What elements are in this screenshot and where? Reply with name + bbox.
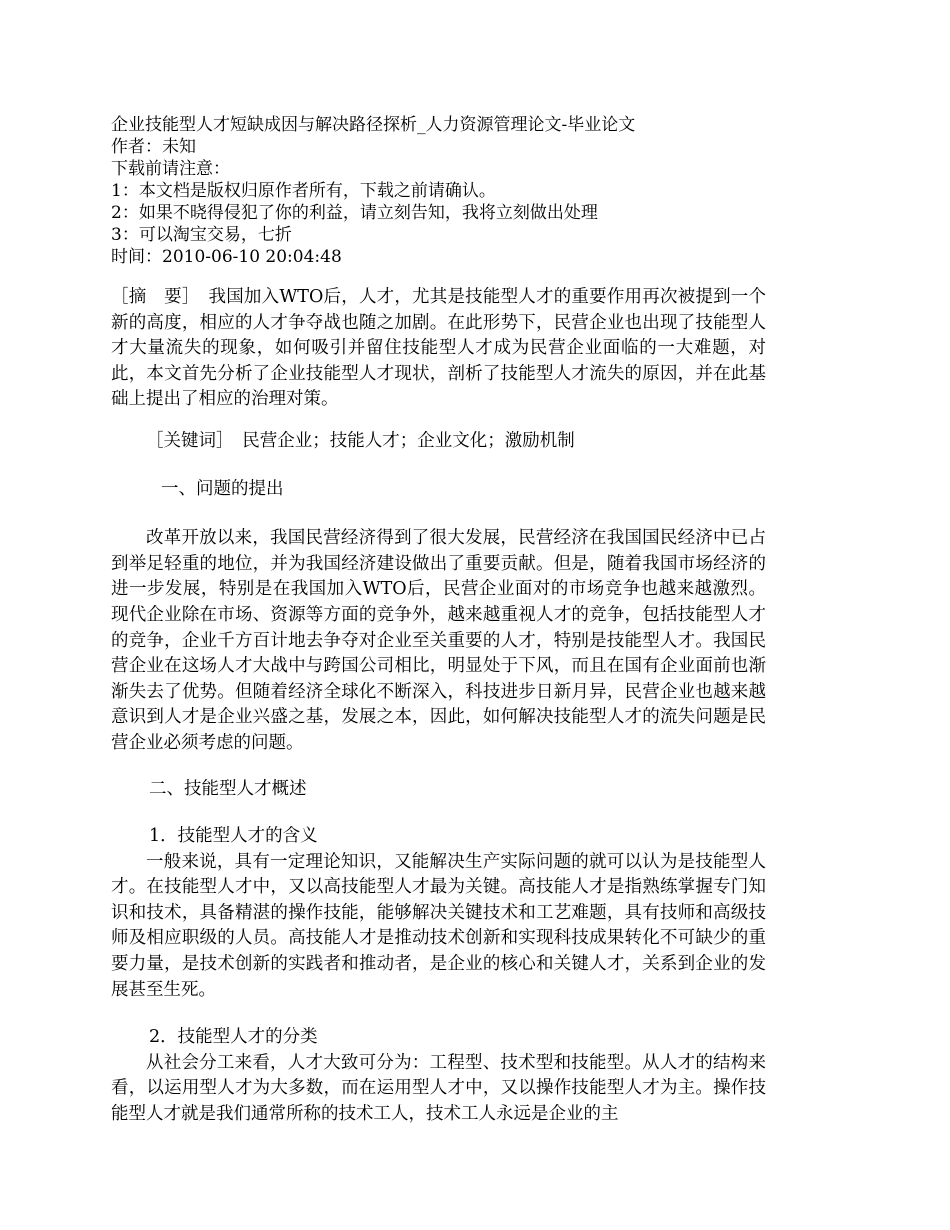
section-2-heading: 二、技能型人才概述	[149, 778, 307, 799]
author-line: 作者：未知	[111, 137, 196, 157]
subsection-2-2-paragraph: 从社会分工来看，人才大致可分为：工程型、技术型和技能型。从人才的结构来看，以运用型人才为大多数，而在运用型人才中，又以操作技能型人才为主。操作技能型人才就是我们通常所称的技术工人，技术工人永远是企业的主	[111, 1052, 766, 1125]
notice-item-2: 2：如果不晓得侵犯了你的利益，请立刻告知，我将立刻做出处理	[111, 203, 598, 223]
document-body	[111, 285, 766, 1128]
subsection-2-2-heading: 2．技能型人才的分类	[149, 1027, 318, 1048]
abstract-paragraph: ［摘 要］ 我国加入WTO后，人才，尤其是技能型人才的重要作用再次被提到一个新的高度，相应的人才争夺战也随之加剧。在此形势下，民营企业也出现了技能型人才大量流失的现象，如何吸引并留住技能型人才成为民营企业面临的一大难题，对此，本文首先分析了企业技能型人才现状，剖析了技能型人才流失的原因，并在此基础上提出了相应的治理对策。	[111, 287, 766, 410]
notice-title: 下载前请注意：	[111, 159, 230, 179]
subsection-2-1-heading: 1．技能型人才的含义	[149, 826, 318, 847]
keywords-line: ［关键词］ 民营企业；技能人才；企业文化；激励机制	[146, 430, 575, 451]
section-1-heading: 一、问题的提出	[161, 478, 284, 499]
timestamp-line: 时间：2010-06-10 20:04:48	[111, 247, 342, 267]
notice-item-1: 1：本文档是版权归原作者所有，下载之前请确认。	[111, 181, 496, 201]
subsection-2-1-paragraph: 一般来说，具有一定理论知识，又能解决生产实际问题的就可以认为是技能型人才。在技能型人才中，又以高技能型人才最为关键。高技能人才是指熟练掌握专门知识和技术，具备精湛的操作技能，能够解决关键技术和工艺难题，具有技师和高级技师及相应职级的人员。高技能人才是推动技术创新和实现科技成果转化不可缺少的重要力量，是技术创新的实践者和推动者，是企业的核心和关键人才，关系到企业的发展甚至生死。	[111, 851, 766, 1000]
notice-item-3: 3：可以淘宝交易，七折	[111, 225, 292, 245]
document-header	[111, 114, 811, 268]
section-1-paragraph: 改革开放以来，我国民营经济得到了很大发展，民营经济在我国国民经济中已占到举足轻重的地位，并为我国经济建设做出了重要贡献。但是，随着我国市场经济的进一步发展，特别是在我国加入WTO后，民营企业面对的市场竞争也越来越激烈。现代企业除在市场、资源等方面的竞争外，越来越重视人才的竞争，包括技能型人才的竞争，企业千方百计地去争夺对企业至关重要的人才，特别是技能型人才。我国民营企业在这场人才大战中与跨国公司相比，明显处于下风，而且在国有企业面前也渐渐失去了优势。但随着经济全球化不断深入，科技进步日新月异，民营企业也越来越意识到人才是企业兴盛之基，发展之本，因此，如何解决技能型人才的流失问题是民营企业必须考虑的问题。	[111, 528, 766, 753]
document-title: 企业技能型人才短缺成因与解决路径探析_人力资源管理论文-毕业论文	[111, 115, 636, 135]
